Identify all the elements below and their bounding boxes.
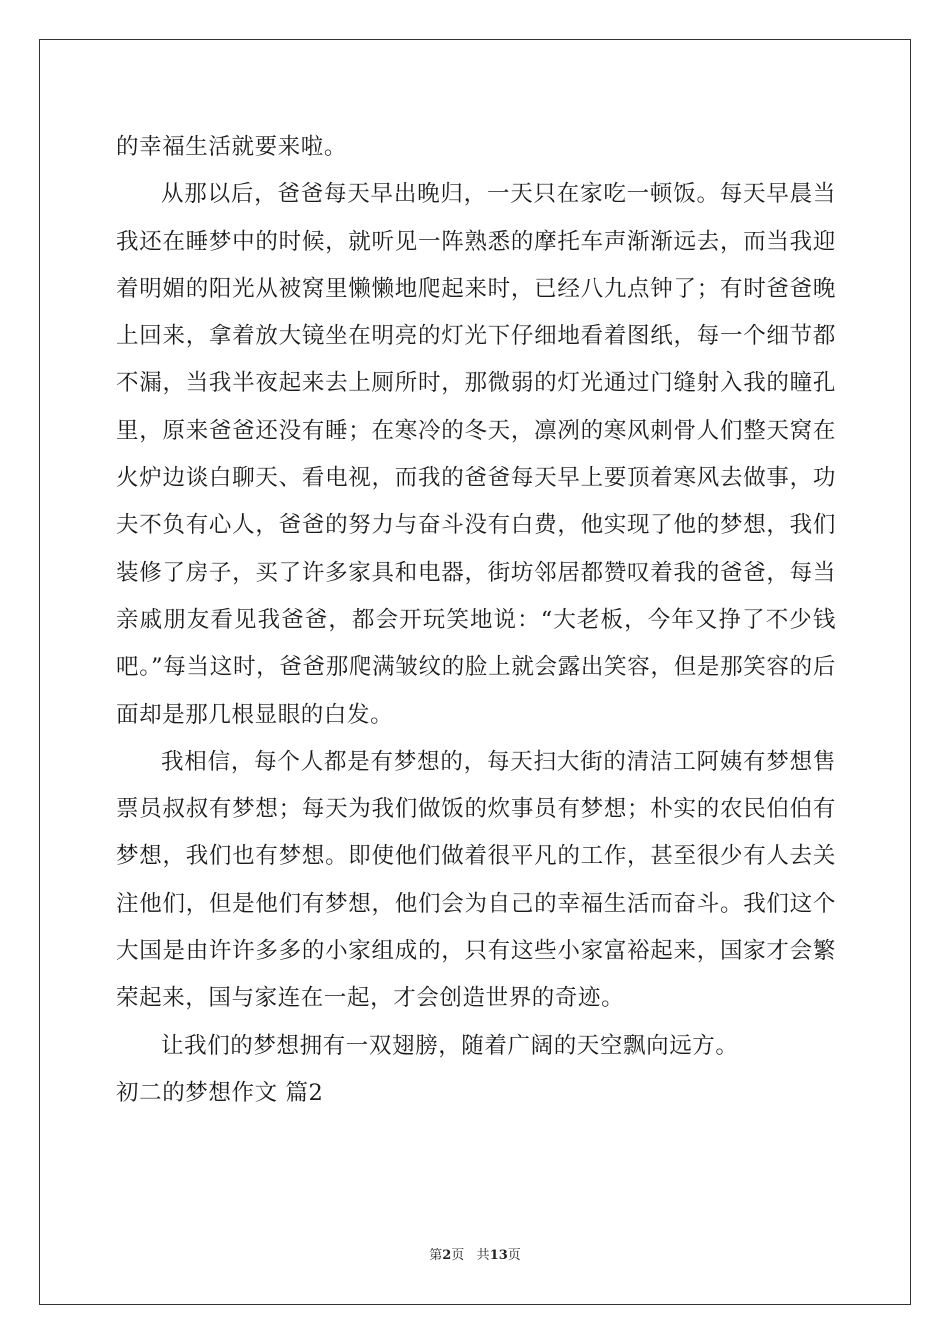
paragraph-father: 从那以后，爸爸每天早出晚归，一天只在家吃一顿饭。每天早晨当我还在睡梦中的时候，就听见一阵熟悉的摩托车声渐渐远去，而当我迎着明媚的阳光从被窝里懒懒地爬起来时，已经八九点钟了；有时爸爸晚上回来，拿着放大镜坐在明亮的灯光下仔细地看着图纸，每一个细节都不漏，当我半夜起来去上厕所时，那微弱的灯光通过门缝射入我的瞳孔里，原来爸爸还没有睡；在寒冷的冬天，凛冽的寒风刺骨人们整天窝在火炉边谈白聊天、看电视，而我的爸爸每天早上要顶着寒风去做事，功夫不负有心人，爸爸的努力与奋斗没有白费，他实现了他的梦想，我们装修了房子，买了许多家具和电器，街坊邻居都赞叹着我的爸爸，每当亲戚朋友看见我爸爸，都会开玩笑地说：“大老板，今年又挣了不少钱吧。”每当这时，爸爸那爬满皱纹的脸上就会露出笑容，但是那笑容的后面却是那几根显眼的白发。 <box>116 181 836 728</box>
paragraph-everyone-dreams: 我相信，每个人都是有梦想的，每天扫大街的清洁工阿姨有梦想售票员叔叔有梦想；每天为我们做饭的炊事员有梦想；朴实的农民伯伯有梦想，我们也有梦想。即使他们做着很平凡的工作，甚至很少有人去关注他们，但是他们有梦想，他们会为自己的幸福生活而奋斗。我们这个大国是由许许多多的小家组成的，只有这些小家富裕起来，国家才会繁荣起来，国与家连在一起，才会创造世界的奇迹。 <box>116 748 836 1012</box>
footer-total-suffix: 页 <box>507 1248 521 1263</box>
footer-total-pages: 13 <box>489 1248 508 1263</box>
paragraph-closing: 让我们的梦想拥有一双翅膀，随着广阔的天空飘向远方。 <box>161 1032 739 1059</box>
section-heading: 初二的梦想作文 篇2 <box>116 1079 324 1106</box>
page-footer <box>0 1244 950 1263</box>
footer-total-prefix: 共 <box>476 1248 490 1263</box>
paragraph-continuation: 的幸福生活就要来啦。 <box>116 134 348 160</box>
footer-prefix: 第 <box>429 1248 443 1263</box>
footer-page-suffix: 页 <box>451 1248 465 1263</box>
document-body <box>116 124 836 1117</box>
footer-page-number: 2 <box>442 1248 452 1263</box>
